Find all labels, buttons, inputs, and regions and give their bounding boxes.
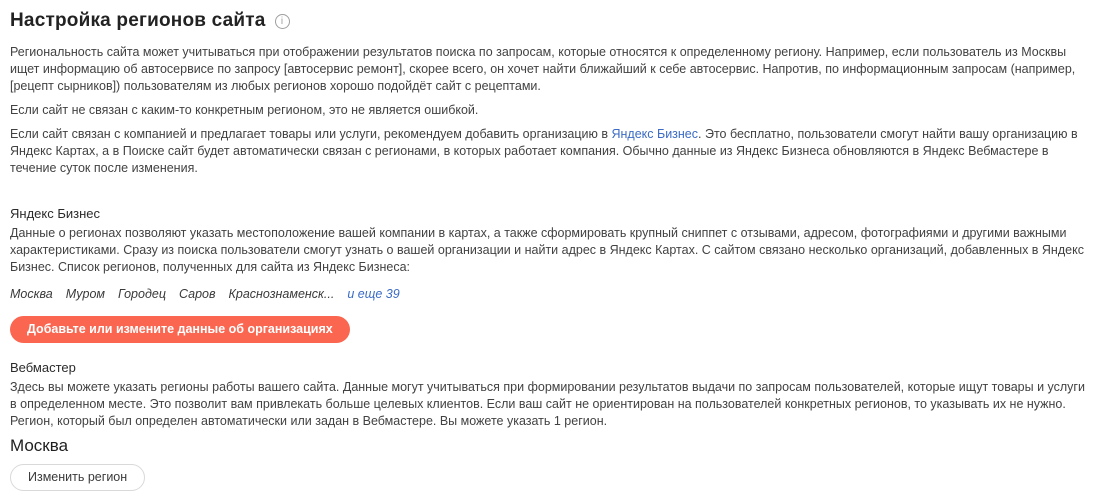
region-item: Саров xyxy=(178,287,216,301)
intro-paragraph-regionality: Региональность сайта может учитываться при отображении результатов поиска по запросам, которые относятся к определенному региону. Например, если пользователь из Москвы ищет информацию об автосервисе по запросу [автосервис ремонт], скорее всего, он хочет найти ближайший к себе автосервис. Напротив, по информационным запросам (например, [рецепт сырников]) пользователям из любых регионов хорошо подойдёт сайт с рецептами. xyxy=(10,45,1076,93)
change-region-button[interactable]: Изменить регион xyxy=(10,464,145,491)
info-icon[interactable]: i xyxy=(275,14,290,29)
intro-paragraph-no-region: Если сайт не связан с каким-то конкретным регионом, это не является ошибкой. xyxy=(10,103,479,117)
business-section-heading: Яндекс Бизнес xyxy=(10,206,100,221)
region-item: Муром xyxy=(65,287,105,301)
region-item: Краснознаменск... xyxy=(228,287,335,301)
more-regions-link[interactable]: и еще 39 xyxy=(347,287,400,301)
edit-organizations-button[interactable]: Добавьте или измените данные об организациях xyxy=(10,316,350,343)
intro-paragraph-business-after: . Это бесплатно, пользователи смогут найти вашу организацию в Яндекс Картах, а в Поиске сайт будет автоматически связан с регионами, в которых работает компания. Обычно данные из Яндекс Бизнеса обновляются в Яндекс Вебмастере в течение суток после изменения. xyxy=(10,127,1078,175)
current-region-label: Москва xyxy=(10,436,69,455)
business-section-description: Данные о регионах позволяют указать местоположение вашей компании в картах, а также сформировать крупный сниппет с отзывами, адресом, фотографиями и другими важными характеристиками. Сразу из поиска пользователи смогут узнать о вашей организации и найти адрес в Яндекс Картах. С сайтом связано несколько организаций, добавленных в Яндекс Бизнес. Список регионов, полученных для сайта из Яндекс Бизнеса: xyxy=(10,226,1084,274)
webmaster-section-description: Здесь вы можете указать регионы работы вашего сайта. Данные могут учитываться при формировании результатов выдачи по запросам пользователей, которые ищут товары и услуги в определенном месте. Это позволит вам привлекать больше целевых клиентов. Если ваш сайт не ориентирован на пользователей конкретных регионов, то указывать их не нужно. Регион, который был определен автоматически или задан в Вебмастере. Вы можете указать 1 регион. xyxy=(10,380,1085,428)
region-item: Городец xyxy=(118,287,166,301)
page-title: Настройка регионов сайта xyxy=(10,10,266,31)
page-title-row xyxy=(10,9,1088,32)
webmaster-section-heading: Вебмастер xyxy=(10,360,76,375)
business-regions-list xyxy=(10,286,1088,303)
intro-paragraph-business-before: Если сайт связан с компанией и предлагает товары или услуги, рекомендуем добавить организацию в xyxy=(10,127,612,141)
region-item: Москва xyxy=(10,287,53,301)
intro-paragraph-business xyxy=(10,126,1088,177)
yandex-business-link[interactable]: Яндекс Бизнес xyxy=(611,127,699,141)
